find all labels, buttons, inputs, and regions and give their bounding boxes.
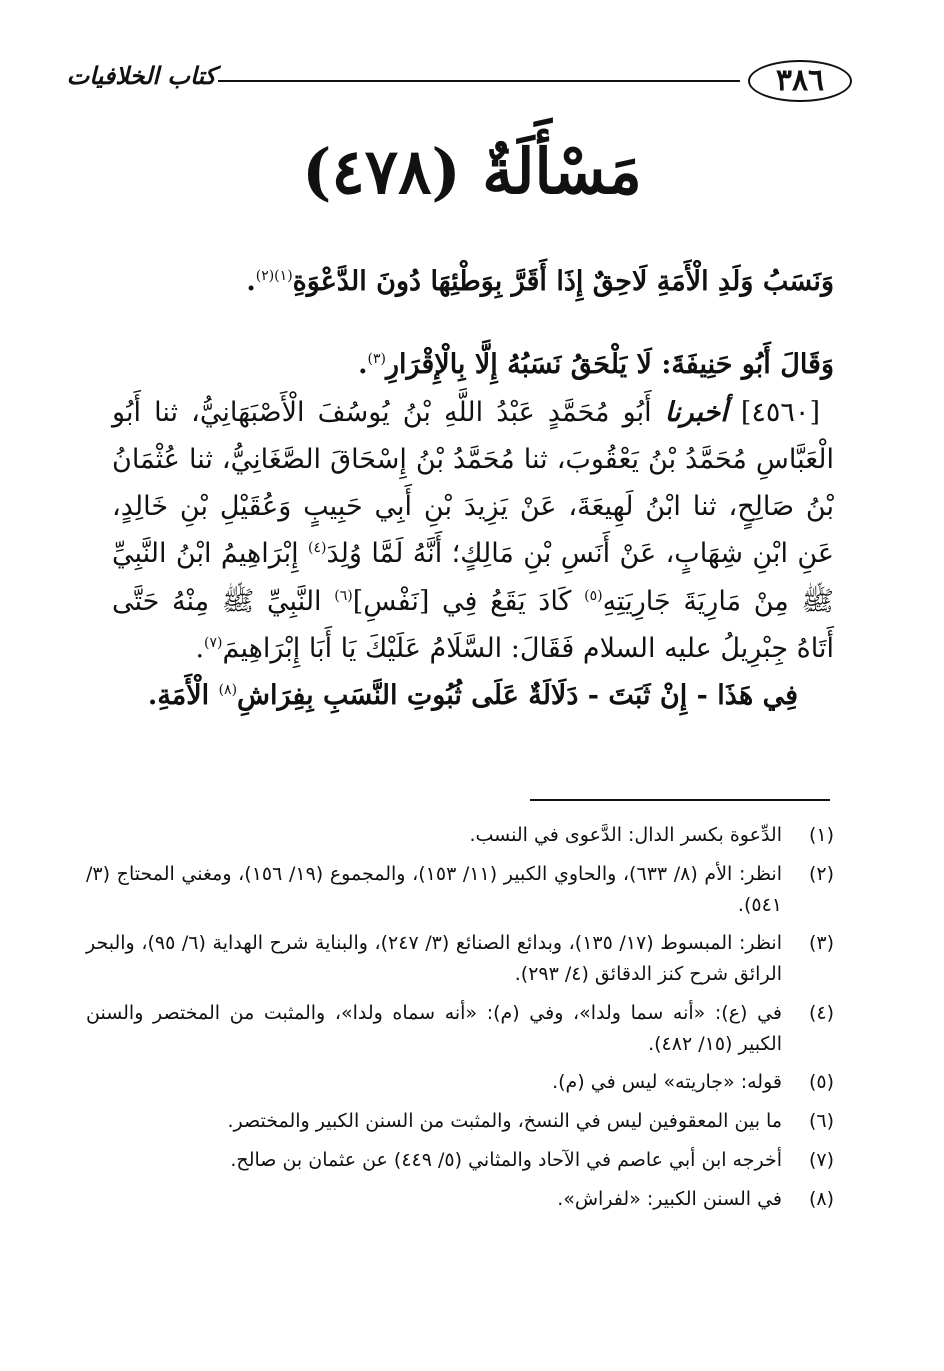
hanafi-opinion: وَقَالَ أَبُو حَنِيفَةَ: لَا يَلْحَقُ نَسَبُهُ إِلَّا بِالْإِقْرَارِ$^{(٣)}$. (358, 349, 834, 381)
footnote-number: (١) (808, 824, 834, 846)
footnote-number: (٧) (808, 1148, 834, 1171)
footnote-text: انظر: المبسوط (١٧/ ١٣٥)، وبدائع الصنائع (٣/ ٢٤٧)، والبناية شرح الهداية (٦/ ٩٥)، والبحر الرائق شرح كنز الدقائق (٤/ ٢٩٣). (86, 932, 782, 986)
footnote-number: (٤) (808, 1001, 834, 1024)
footnote-ref-8: (٨) (218, 682, 238, 698)
hadith-text-nafs: كَادَ يَقَعُ فِي [نَفْسِ] (352, 585, 572, 617)
footnote-item (86, 1145, 834, 1176)
footnote-ref-6: (٦) (334, 587, 353, 604)
hadith-paragraph (112, 389, 834, 673)
conclusion-end: الْأَمَةِ. (147, 680, 210, 711)
footnote-text: قوله: «جاريته» ليس في (م). (552, 1071, 782, 1094)
footnote-ref-3: (٣) (367, 351, 386, 368)
footnote-ref-1-2: (١)(٢) (255, 268, 293, 284)
issue-heading: مَسْأَلَةٌ (٤٧٨) (302, 135, 642, 208)
footnote-text: في السنن الكبير: «لفراش». (557, 1187, 782, 1210)
opinion-text: وَقَالَ أَبُو حَنِيفَةَ: لَا يَلْحَقُ نَسَبُهُ إِلَّا بِالْإِقْرَارِ (385, 349, 834, 381)
footnote-item (86, 820, 834, 851)
footnote-ref-7: (٧) (204, 634, 223, 651)
footnote-item (86, 859, 834, 921)
footnote-number: (٨) (808, 1187, 834, 1210)
running-book-title: كتاب الخلافيات (66, 61, 216, 90)
footnote-ref-5: (٥) (584, 587, 603, 604)
conclusion-text: فِي هَذَا - إِنْ ثَبَتَ - دَلَالَةٌ عَلَى ثُبُوتِ النَّسَبِ بِفِرَاشِ (237, 680, 798, 711)
footnote-text: ما بين المعقوفين ليس في النسخ، والمثبت من السنن الكبير والمختصر. (227, 1110, 782, 1133)
footnote-number: (٣) (808, 932, 834, 955)
footnote-ref-4: (٤) (308, 540, 327, 557)
footnotes-list (86, 820, 834, 1222)
hadith-chain: أَبُو مُحَمَّدٍ عَبْدُ اللَّهِ بْنُ يُوسُفَ الْأَصْبَهَانِيُّ، ثنا أَبُو الْعَبَّاسِ مُحَمَّدُ بْنُ يَعْقُوبَ، ثنا مُحَمَّدُ بْنُ إِسْحَاقَ الصَّغَانِيُّ، ثنا عُثْمَانُ بْنُ صَالِحٍ، ثنا ابْنُ لَهِيعَةَ، عَنْ يَزِيدَ بْنِ أَبِي حَبِيبٍ وَعُقَيْلِ بْنِ خَالِدٍ، عَنِ ابْنِ شِهَابٍ، عَنْ أَنَسِ بْنِ مَالِكٍ؛ أَنَّهُ لَمَّا وُلِدَ (112, 396, 834, 570)
conclusion (112, 672, 834, 719)
header-rule (218, 80, 740, 82)
footnote-number: (٥) (808, 1071, 834, 1094)
footnote-number: (٢) (808, 862, 834, 885)
issue-statement: وَنَسَبُ وَلَدِ الْأَمَةِ لَاحِقٌ إِذَا أَقَرَّ بِوَطْئِهَا دُونَ الدَّعْوَةِ$^{(١)(٢)}$. (246, 266, 834, 297)
main-text (112, 258, 834, 719)
akhbarana-word: أخبرنا (664, 396, 728, 428)
hadith-text-ibrahim: إِبْرَاهِيمُ ابْنُ النَّبِيِّ ﷺ مِنْ مَارِيَةَ جَارِيَتِهِ (112, 538, 834, 617)
footnote-item (86, 1184, 834, 1215)
hadith-text-jibril: النَّبِيِّ ﷺ مِنْهُ حَتَّى أَتَاهُ جِبْرِيلُ عليه السلام فَقَالَ: السَّلَامُ عَلَيْكَ يَا أَبَا إِبْرَاهِيمَ (112, 585, 834, 664)
page-number: ٣٨٦ (748, 60, 852, 102)
hadith-end: . (195, 632, 205, 664)
footnote-text: الدِّعوة بكسر الدال: الدَّعوى في النسب. (469, 824, 782, 846)
footnote-text: أخرجه ابن أبي عاصم في الآحاد والمثاني (٥/ ٤٤٩) عن عثمان بن صالح. (230, 1148, 782, 1171)
issue-statement-text: وَنَسَبُ وَلَدِ الْأَمَةِ لَاحِقٌ إِذَا أَقَرَّ بِوَطْئِهَا دُونَ الدَّعْوَةِ (292, 266, 834, 297)
footnote-separator (530, 799, 830, 801)
footnote-number: (٦) (808, 1110, 834, 1133)
footnote-text: انظر: الأم (٨/ ٦٣٣)، والحاوي الكبير (١١/ ١٥٣)، والمجموع (١٩/ ١٥٦)، ومغني المحتاج (٣/ ٥٤١). (86, 862, 782, 916)
footnote-item (86, 1106, 834, 1137)
footnote-item (86, 1067, 834, 1098)
page-header (66, 58, 852, 108)
footnote-item (86, 998, 834, 1060)
footnote-text: في (ع): «أنه سما ولدا»، وفي (م): «أنه سماه ولدا»، والمثبت من المختصر والسنن الكبير (١٥/ ٤٨٢). (86, 1001, 782, 1055)
footnote-item (86, 928, 834, 990)
hadith-number: [٤٥٦٠] (740, 396, 820, 428)
